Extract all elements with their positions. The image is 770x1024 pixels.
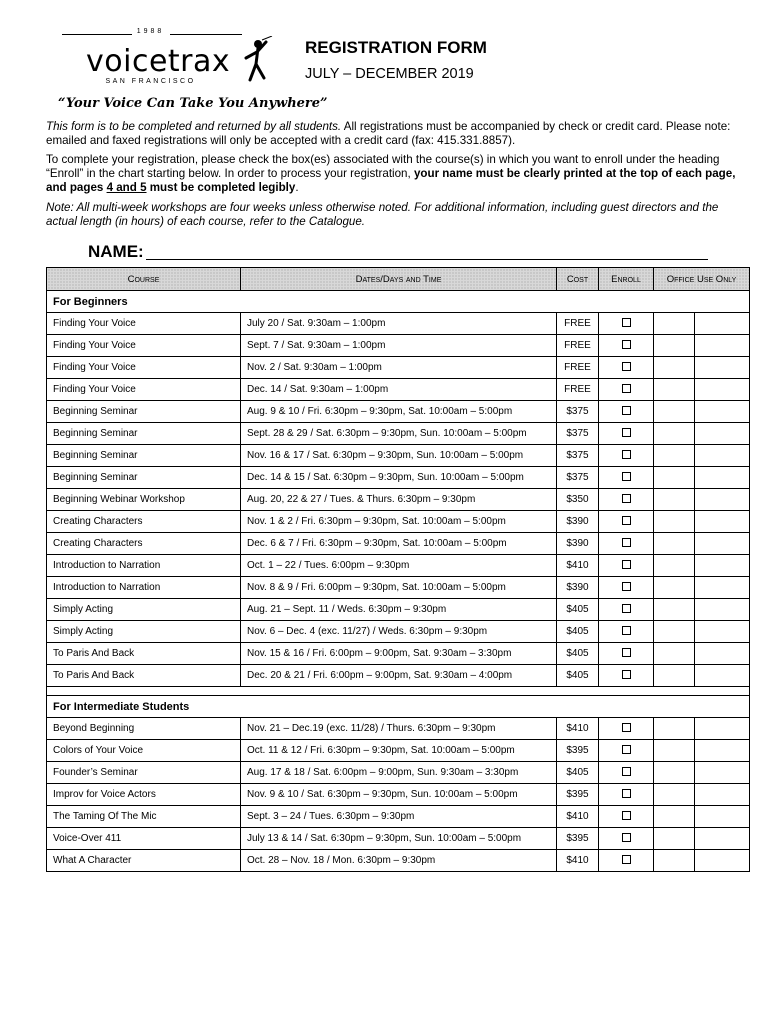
- course-cell: Finding Your Voice: [47, 313, 241, 335]
- enroll-cell: [599, 401, 654, 423]
- enroll-checkbox[interactable]: [622, 833, 631, 842]
- name-field-row: [88, 238, 708, 264]
- header-office-use: Office Use Only: [654, 268, 750, 291]
- table-row: [47, 467, 750, 489]
- office-use-cell-2: [695, 828, 750, 850]
- office-use-cell-1: [654, 401, 695, 423]
- office-use-cell-2: [695, 599, 750, 621]
- name-input-line[interactable]: [146, 259, 708, 260]
- cost-cell: FREE: [557, 335, 599, 357]
- dates-cell: Aug. 20, 22 & 27 / Tues. & Thurs. 6:30pm – 9:30pm: [241, 489, 557, 511]
- intro-p2-bold2: must be completed legibly: [146, 181, 296, 194]
- header-cost: Cost: [557, 268, 599, 291]
- course-cell: The Taming Of The Mic: [47, 806, 241, 828]
- office-use-cell-1: [654, 379, 695, 401]
- office-use-cell-1: [654, 599, 695, 621]
- table-row: [47, 533, 750, 555]
- cost-cell: $405: [557, 621, 599, 643]
- office-use-cell-2: [695, 555, 750, 577]
- dates-cell: Nov. 15 & 16 / Fri. 6:00pm – 9:00pm, Sat. 9:30am – 3:30pm: [241, 643, 557, 665]
- office-use-cell-1: [654, 313, 695, 335]
- dates-cell: Aug. 21 – Sept. 11 / Weds. 6:30pm – 9:30pm: [241, 599, 557, 621]
- table-row: [47, 740, 750, 762]
- table-row: [47, 762, 750, 784]
- cost-cell: $395: [557, 784, 599, 806]
- enroll-checkbox[interactable]: [622, 767, 631, 776]
- table-row: [47, 621, 750, 643]
- enroll-checkbox[interactable]: [622, 582, 631, 591]
- enroll-checkbox[interactable]: [622, 318, 631, 327]
- enroll-cell: [599, 828, 654, 850]
- enroll-checkbox[interactable]: [622, 723, 631, 732]
- course-cell: Founder’s Seminar: [47, 762, 241, 784]
- enroll-checkbox[interactable]: [622, 538, 631, 547]
- cost-cell: $405: [557, 762, 599, 784]
- dates-cell: Sept. 28 & 29 / Sat. 6:30pm – 9:30pm, Sun. 10:00am – 5:00pm: [241, 423, 557, 445]
- office-use-cell-2: [695, 445, 750, 467]
- header-dates: Dates/Days and Time: [241, 268, 557, 291]
- office-use-cell-2: [695, 850, 750, 872]
- office-use-cell-1: [654, 357, 695, 379]
- table-row: [47, 511, 750, 533]
- dates-cell: Nov. 8 & 9 / Fri. 6:00pm – 9:30pm, Sat. 10:00am – 5:00pm: [241, 577, 557, 599]
- cost-cell: $410: [557, 850, 599, 872]
- form-title: REGISTRATION FORM: [305, 38, 487, 57]
- table-row: [47, 643, 750, 665]
- dates-cell: Aug. 17 & 18 / Sat. 6:00pm – 9:00pm, Sun. 9:30am – 3:30pm: [241, 762, 557, 784]
- course-cell: Finding Your Voice: [47, 357, 241, 379]
- office-use-cell-1: [654, 665, 695, 687]
- intro-p2-a: To complete your registration, please check the box(es) associated with the course(s) in which you want to enroll under the heading “Enroll” in the chart starting below. In order to process your registration,: [46, 153, 720, 180]
- enroll-cell: [599, 357, 654, 379]
- office-use-cell-2: [695, 357, 750, 379]
- cost-cell: $395: [557, 828, 599, 850]
- office-use-cell-2: [695, 762, 750, 784]
- dates-cell: Nov. 16 & 17 / Sat. 6:30pm – 9:30pm, Sun. 10:00am – 5:00pm: [241, 445, 557, 467]
- enroll-cell: [599, 665, 654, 687]
- dates-cell: Nov. 21 – Dec.19 (exc. 11/28) / Thurs. 6:30pm – 9:30pm: [241, 718, 557, 740]
- enroll-checkbox[interactable]: [622, 560, 631, 569]
- enroll-cell: [599, 643, 654, 665]
- enroll-checkbox[interactable]: [622, 855, 631, 864]
- intro-paragraph-3: Note: All multi-week workshops are four weeks unless otherwise noted. For additional information, including guest directors and the actual length (in hours) of each course, refer to the Catalogue.: [46, 201, 719, 228]
- header-enroll: Enroll: [599, 268, 654, 291]
- table-row: [47, 335, 750, 357]
- cost-cell: $375: [557, 401, 599, 423]
- enroll-cell: [599, 335, 654, 357]
- office-use-cell-2: [695, 467, 750, 489]
- course-cell: Beginning Seminar: [47, 467, 241, 489]
- enroll-cell: [599, 784, 654, 806]
- dates-cell: Nov. 9 & 10 / Sat. 6:30pm – 9:30pm, Sun. 10:00am – 5:00pm: [241, 784, 557, 806]
- cost-cell: FREE: [557, 357, 599, 379]
- enroll-checkbox[interactable]: [622, 604, 631, 613]
- office-use-cell-2: [695, 806, 750, 828]
- enroll-checkbox[interactable]: [622, 789, 631, 798]
- enroll-cell: [599, 489, 654, 511]
- enroll-checkbox[interactable]: [622, 648, 631, 657]
- table-row: [47, 423, 750, 445]
- enroll-checkbox[interactable]: [622, 516, 631, 525]
- office-use-cell-1: [654, 828, 695, 850]
- table-body: [47, 291, 750, 872]
- table-row: [47, 828, 750, 850]
- section-title-row: [47, 696, 750, 718]
- table-row: [47, 445, 750, 467]
- dates-cell: Sept. 7 / Sat. 9:30am – 1:00pm: [241, 335, 557, 357]
- office-use-cell-2: [695, 718, 750, 740]
- cost-cell: $375: [557, 467, 599, 489]
- intro-paragraph-2: [46, 153, 736, 195]
- table-row: [47, 850, 750, 872]
- enroll-cell: [599, 740, 654, 762]
- enroll-cell: [599, 533, 654, 555]
- office-use-cell-2: [695, 533, 750, 555]
- intro-p1-italic: This form is to be completed and returned by all students.: [46, 120, 342, 133]
- course-cell: Beginning Seminar: [47, 423, 241, 445]
- course-cell: Beginning Seminar: [47, 445, 241, 467]
- dates-cell: July 20 / Sat. 9:30am – 1:00pm: [241, 313, 557, 335]
- course-cell: Colors of Your Voice: [47, 740, 241, 762]
- course-cell: Finding Your Voice: [47, 379, 241, 401]
- name-label: NAME:: [88, 242, 144, 261]
- cost-cell: $375: [557, 423, 599, 445]
- office-use-cell-1: [654, 577, 695, 599]
- logo-brand: voicetrax: [86, 44, 231, 79]
- enroll-cell: [599, 445, 654, 467]
- cost-cell: $390: [557, 577, 599, 599]
- cost-cell: $350: [557, 489, 599, 511]
- cost-cell: $390: [557, 511, 599, 533]
- dates-cell: Oct. 11 & 12 / Fri. 6:30pm – 9:30pm, Sat. 10:00am – 5:00pm: [241, 740, 557, 762]
- enroll-cell: [599, 621, 654, 643]
- cost-cell: $405: [557, 643, 599, 665]
- office-use-cell-1: [654, 423, 695, 445]
- office-use-cell-1: [654, 740, 695, 762]
- course-cell: Voice-Over 411: [47, 828, 241, 850]
- course-cell: What A Character: [47, 850, 241, 872]
- enroll-checkbox[interactable]: [622, 428, 631, 437]
- cost-cell: $390: [557, 533, 599, 555]
- singer-figure-icon: [236, 36, 276, 86]
- course-cell: Creating Characters: [47, 511, 241, 533]
- enroll-checkbox[interactable]: [622, 406, 631, 415]
- office-use-cell-2: [695, 577, 750, 599]
- office-use-cell-2: [695, 784, 750, 806]
- table-row: [47, 555, 750, 577]
- course-cell: To Paris And Back: [47, 643, 241, 665]
- office-use-cell-1: [654, 445, 695, 467]
- dates-cell: Nov. 6 – Dec. 4 (exc. 11/27) / Weds. 6:30pm – 9:30pm: [241, 621, 557, 643]
- enroll-cell: [599, 467, 654, 489]
- course-cell: Introduction to Narration: [47, 555, 241, 577]
- dates-cell: Oct. 1 – 22 / Tues. 6:00pm – 9:30pm: [241, 555, 557, 577]
- enroll-checkbox[interactable]: [622, 472, 631, 481]
- intro-p2-underlined: 4 and 5: [106, 181, 147, 194]
- course-cell: Improv for Voice Actors: [47, 784, 241, 806]
- office-use-cell-1: [654, 762, 695, 784]
- intro-paragraph-1: [46, 120, 736, 148]
- office-use-cell-1: [654, 621, 695, 643]
- course-cell: Introduction to Narration: [47, 577, 241, 599]
- cost-cell: $410: [557, 806, 599, 828]
- dates-cell: Nov. 1 & 2 / Fri. 6:30pm – 9:30pm, Sat. 10:00am – 5:00pm: [241, 511, 557, 533]
- office-use-cell-1: [654, 643, 695, 665]
- course-cell: To Paris And Back: [47, 665, 241, 687]
- office-use-cell-1: [654, 555, 695, 577]
- dates-cell: Oct. 28 – Nov. 18 / Mon. 6:30pm – 9:30pm: [241, 850, 557, 872]
- cost-cell: $405: [557, 665, 599, 687]
- enroll-cell: [599, 555, 654, 577]
- enroll-cell: [599, 577, 654, 599]
- office-use-cell-2: [695, 313, 750, 335]
- enroll-checkbox[interactable]: [622, 626, 631, 635]
- enroll-checkbox[interactable]: [622, 745, 631, 754]
- cost-cell: FREE: [557, 379, 599, 401]
- office-use-cell-2: [695, 335, 750, 357]
- table-row: [47, 379, 750, 401]
- table-row: [47, 599, 750, 621]
- cost-cell: $410: [557, 718, 599, 740]
- enroll-cell: [599, 423, 654, 445]
- cost-cell: $395: [557, 740, 599, 762]
- enroll-checkbox[interactable]: [622, 362, 631, 371]
- office-use-cell-1: [654, 335, 695, 357]
- intro-p2-bold1: your name must be clearly printed at the top of each page, and pages: [46, 167, 736, 194]
- office-use-cell-1: [654, 850, 695, 872]
- enroll-cell: [599, 379, 654, 401]
- office-use-cell-1: [654, 718, 695, 740]
- enroll-cell: [599, 762, 654, 784]
- section-title: For Beginners: [47, 291, 750, 313]
- enroll-checkbox[interactable]: [622, 670, 631, 679]
- dates-cell: Dec. 20 & 21 / Fri. 6:00pm – 9:00pm, Sat. 9:30am – 4:00pm: [241, 665, 557, 687]
- section-title: For Intermediate Students: [47, 696, 750, 718]
- table-row: [47, 806, 750, 828]
- office-use-cell-2: [695, 489, 750, 511]
- enroll-checkbox[interactable]: [622, 340, 631, 349]
- office-use-cell-1: [654, 533, 695, 555]
- enroll-checkbox[interactable]: [622, 450, 631, 459]
- course-cell: Beginning Seminar: [47, 401, 241, 423]
- table-row: [47, 718, 750, 740]
- office-use-cell-2: [695, 511, 750, 533]
- section-spacer: [47, 687, 750, 696]
- dates-cell: Sept. 3 – 24 / Tues. 6:30pm – 9:30pm: [241, 806, 557, 828]
- course-cell: Creating Characters: [47, 533, 241, 555]
- table-row: [47, 577, 750, 599]
- intro-p1-rest: All registrations must be accompanied by check or credit card. Please note: emailed and faxed registrations will only be accepted with a credit card (fax: 415.331.8857).: [46, 120, 731, 147]
- office-use-cell-1: [654, 784, 695, 806]
- table-row: [47, 489, 750, 511]
- header-course: Course: [47, 268, 241, 291]
- office-use-cell-2: [695, 379, 750, 401]
- enroll-cell: [599, 850, 654, 872]
- dates-cell: Dec. 6 & 7 / Fri. 6:30pm – 9:30pm, Sat. 10:00am – 5:00pm: [241, 533, 557, 555]
- enroll-checkbox[interactable]: [622, 811, 631, 820]
- office-use-cell-2: [695, 643, 750, 665]
- course-cell: Finding Your Voice: [47, 335, 241, 357]
- office-use-cell-2: [695, 665, 750, 687]
- office-use-cell-1: [654, 806, 695, 828]
- table-row: [47, 784, 750, 806]
- table-row: [47, 357, 750, 379]
- logo-city: SAN FRANCISCO: [105, 78, 196, 85]
- dates-cell: Dec. 14 & 15 / Sat. 6:30pm – 9:30pm, Sun. 10:00am – 5:00pm: [241, 467, 557, 489]
- enroll-checkbox[interactable]: [622, 384, 631, 393]
- office-use-cell-2: [695, 621, 750, 643]
- course-cell: Beyond Beginning: [47, 718, 241, 740]
- course-cell: Simply Acting: [47, 599, 241, 621]
- spacer-cell: [47, 687, 750, 696]
- enroll-cell: [599, 313, 654, 335]
- course-table: [46, 267, 750, 872]
- enroll-cell: [599, 599, 654, 621]
- table-row: [47, 313, 750, 335]
- office-use-cell-1: [654, 489, 695, 511]
- cost-cell: FREE: [557, 313, 599, 335]
- office-use-cell-1: [654, 467, 695, 489]
- office-use-cell-1: [654, 511, 695, 533]
- dates-cell: Aug. 9 & 10 / Fri. 6:30pm – 9:30pm, Sat. 10:00am – 5:00pm: [241, 401, 557, 423]
- enroll-cell: [599, 806, 654, 828]
- voicetrax-logo: [58, 28, 274, 94]
- tagline: “Your Voice Can Take You Anywhere”: [58, 96, 328, 111]
- dates-cell: Nov. 2 / Sat. 9:30am – 1:00pm: [241, 357, 557, 379]
- course-cell: Beginning Webinar Workshop: [47, 489, 241, 511]
- dates-cell: Dec. 14 / Sat. 9:30am – 1:00pm: [241, 379, 557, 401]
- cost-cell: $375: [557, 445, 599, 467]
- form-period: JULY – DECEMBER 2019: [305, 66, 474, 82]
- intro-p2-end: .: [295, 181, 299, 194]
- course-cell: Simply Acting: [47, 621, 241, 643]
- enroll-cell: [599, 511, 654, 533]
- enroll-checkbox[interactable]: [622, 494, 631, 503]
- table-header-row: [47, 268, 750, 291]
- cost-cell: $405: [557, 599, 599, 621]
- office-use-cell-2: [695, 740, 750, 762]
- enroll-cell: [599, 718, 654, 740]
- office-use-cell-2: [695, 423, 750, 445]
- section-title-row: [47, 291, 750, 313]
- office-use-cell-2: [695, 401, 750, 423]
- cost-cell: $410: [557, 555, 599, 577]
- table-row: [47, 401, 750, 423]
- logo-year: 1988: [136, 28, 165, 35]
- dates-cell: July 13 & 14 / Sat. 6:30pm – 9:30pm, Sun. 10:00am – 5:00pm: [241, 828, 557, 850]
- table-row: [47, 665, 750, 687]
